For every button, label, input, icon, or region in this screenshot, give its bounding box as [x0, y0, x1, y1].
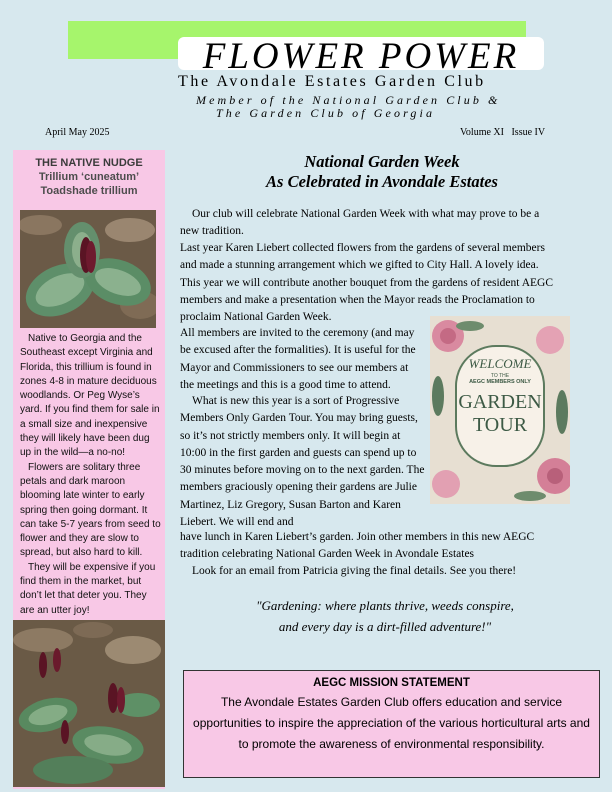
mission-statement-box: [183, 670, 600, 778]
garden-tour-graphic: [430, 316, 570, 504]
gardening-quote: [240, 596, 530, 638]
trillium-photo-2: [13, 620, 165, 787]
graphic-to-the: TO THE: [490, 373, 510, 379]
article-paragraph-1: Our club will celebrate National Garden Week with what may prove to be a new tradition.: [180, 208, 540, 238]
species-name: Trillium ‘cuneatum’: [38, 170, 140, 183]
article-headline: [232, 152, 532, 192]
newsletter-title: FLOWER POWER: [202, 36, 520, 77]
issue-date: April May 2025: [45, 127, 110, 138]
sidebar-paragraph: They will be expensive if you find them in the market, but don’t let that deter you. They are an utter joy!: [20, 561, 156, 616]
sidebar-heading: THE NATIVE NUDGE: [35, 157, 143, 169]
graphic-garden: GARDEN: [458, 391, 542, 413]
membership-line-2: The Garden Club of Georgia: [216, 106, 436, 120]
tour-graphic-text: [456, 356, 544, 437]
graphic-welcome: WELCOME: [468, 356, 532, 371]
mission-text: The Avondale Estates Garden Club offers education and service opportunities to inspire the appreciation of the various horticultural arts and to promote the awareness of environmental responsibility.: [193, 695, 590, 751]
quote-line-2: and every day is a dirt-filled adventure!": [278, 618, 492, 634]
article-paragraph-2: Last year Karen Liebert collected flowers from the gardens of several members and made a stunning arrangement which we gifted to City Hall. A lovely idea. This year we will contribute another bouquet from the gardens of resident AEGC members and make a presentation when the Mayor reads the Proclamation to proclaim National Garden Week.: [180, 242, 554, 323]
native-nudge-sidebar: [13, 150, 165, 789]
issue-volume: Volume XI Issue IV: [460, 127, 546, 138]
sidebar-paragraph: Native to Georgia and the Southeast except Virginia and Florida, this trillium is found in zones 4-8 in mature deciduous woodlands. Or Peg Wyse’s yard. If you find them for sale in a small size and inexpensive they will likely have been dug up in the wild—a no-no!: [20, 333, 160, 459]
headline-line-2: As Celebrated in Avondale Estates: [266, 172, 498, 192]
graphic-members-only: AEGC MEMBERS ONLY: [469, 379, 531, 385]
sidebar-heading-block: [13, 157, 165, 198]
article-paragraph-4: What is new this year is a sort of Progressive Members Only Garden Tour. You may bring guests, so it’s not strictly members only. It will begin at 10:00 in the first garden and guests can spend up to 30 minutes before moving on to the next garden. The members graciously opening their gardens are Julie Martinez, Liz Gregory, Susan Barton and Karen Liebert. We will end and: [180, 395, 425, 528]
membership-line-1: Member of the National Garden Club &: [196, 93, 501, 107]
graphic-tour: TOUR: [472, 414, 528, 436]
club-name: The Avondale Estates Garden Club: [178, 73, 486, 90]
common-name: Toadshade trillium: [40, 184, 138, 197]
sidebar-paragraph: Flowers are solitary three petals and dark maroon blooming late winter to early spring then going dormant. It can take 5-7 years from seed to flower and they are slow to spread, but also hard to kill.: [20, 461, 161, 559]
article-paragraph-5: Look for an email from Patricia giving the final details. See you there!: [192, 565, 517, 577]
trillium-photo-1: [20, 210, 156, 328]
sidebar-text: [20, 332, 162, 618]
mission-title: AEGC MISSION STATEMENT: [313, 677, 470, 689]
headline-line-1: National Garden Week: [304, 152, 460, 171]
masthead-title-box: [178, 36, 544, 77]
article-paragraph-4-end: have lunch in Karen Liebert’s garden. Join other members in this new AEGC tradition celebrating National Garden Week in Avondale Estates: [180, 531, 535, 561]
article-paragraph-3: All members are invited to the ceremony (and may be excused after the formalities). It is useful for the Mayor and Commissioners to see our members at the meetings and this is a good time to attend.: [180, 327, 416, 391]
quote-line-1: "Gardening: where plants thrive, weeds conspire,: [256, 598, 514, 613]
